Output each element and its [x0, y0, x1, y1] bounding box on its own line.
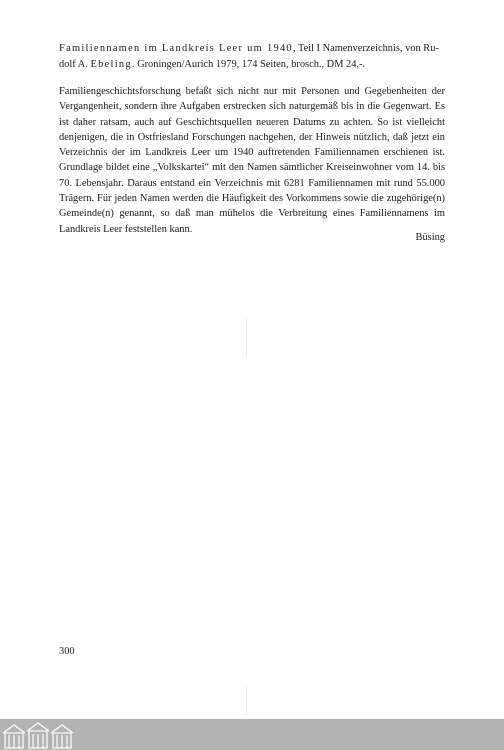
footer-bar [0, 719, 504, 750]
book-publication-info: . Groningen/Aurich 1979, 174 Seiten, brosch., DM 24,-. [131, 58, 366, 70]
scan-artifact [246, 318, 247, 358]
page-number: 300 [59, 646, 75, 657]
book-author-first: dolf A. [59, 58, 91, 70]
library-building-icon [0, 719, 78, 750]
reviewer-name: Büsing [415, 232, 445, 243]
review-body: Familiengeschichtsforschung befaßt sich nicht nur mit Personen und Gegebenheiten der Vergangenheit, sondern ihre Aufgaben erstrecken sich naturgemäß bis in die Gegenwart. Es ist daher ratsam, auch auf Geschichtsquellen neueren Datums zu achten. So ist vielleicht denjenigen, die in Ostfriesland Forschungen nachgehen, der Hinweis nützlich, daß jetzt ein Verzeichnis der im Landkreis Leer um 1940 auftretenden Familiennamen erschienen ist. Grundlage bildet eine „Volkskartei“ mit den Namen sämtlicher Kreiseinwohner vom 14. bis 70. Lebensjahr. Daraus entstand ein Verzeichnis mit 6281 Familiennamen mit rund 55.000 Trägern. Für jeden Namen werden die Häufigkeit des Vorkommens sowie die zugehörige(n) Gemeinde(n) genannt, so daß man mühelos die Verbreitung eines Familiennamens im Landkreis Leer feststellen kann. [59, 86, 445, 235]
scan-artifact [246, 686, 247, 716]
book-author-last: Ebeling [90, 58, 132, 70]
book-title: Familiennamen im Landkreis Leer um 1940 [59, 43, 293, 54]
review-heading [59, 41, 445, 72]
book-subtitle: , Teil I Namenverzeichnis, von Ru- [292, 43, 439, 54]
